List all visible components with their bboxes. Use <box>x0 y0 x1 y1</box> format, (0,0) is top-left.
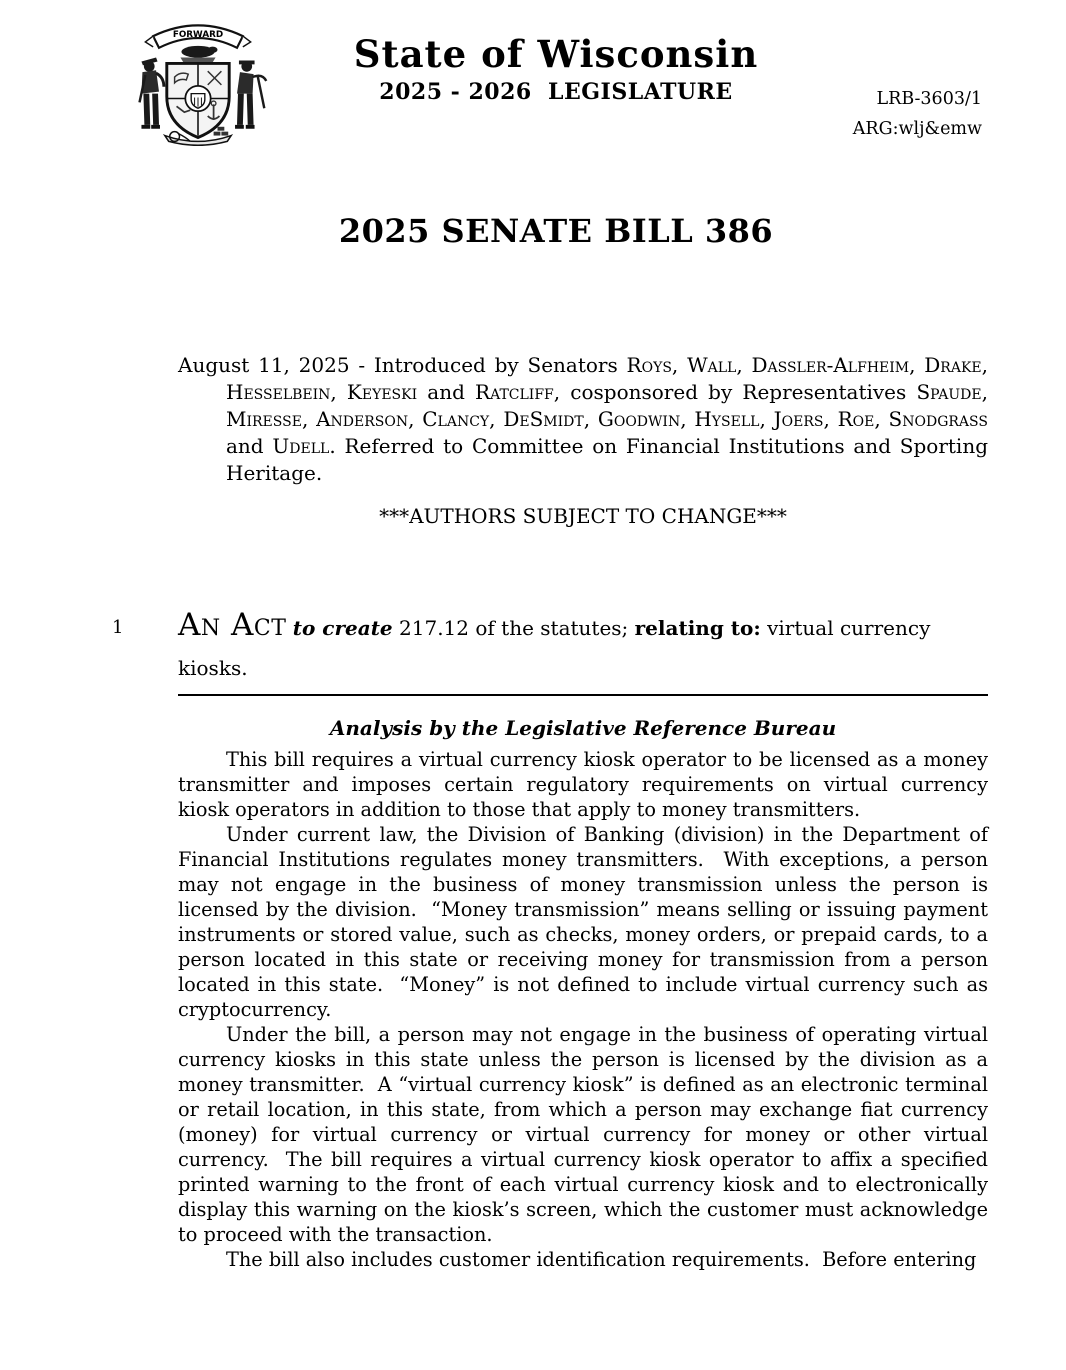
authors-notice: ***AUTHORS SUBJECT TO CHANGE*** <box>379 504 787 528</box>
state-title: State of Wisconsin <box>353 32 759 76</box>
analysis-paragraph: This bill requires a virtual currency kiosk operator to be licensed as a money transmitter and imposes certain regulatory requirements on virtual currency kiosk operators in addition to those that apply to money transmitters. <box>178 748 988 821</box>
introduction-paragraph: August 11, 2025 - Introduced by Senators Roys, Wall, Dassler-Alfheim, Drake, Hesselbein, Keyeski and Ratcliff, cosponsored by Representatives Spaude, Miresse, Anderson, Clancy, DeSmidt, Goodwin, Hysell, Joers, Roe, Snodgrass and Udell. Referred to Committee on Financial Institutions and Sporting Heritage. <box>178 353 989 485</box>
line-number: 1 <box>112 617 124 638</box>
header-right <box>853 84 982 144</box>
analysis-paragraph: Under the bill, a person may not engage in the business of operating virtual currency kiosks in this state unless the person is licensed by the division as a money transmitter. A “virtual currency kiosk” is defined as an electronic terminal or retail location, in this state, from which a person may exchange fiat currency (money) for virtual currency or virtual currency for money or other virtual currency. The bill requires a virtual currency kiosk operator to affix a specified printed warning to the front of each virtual currency kiosk and to electronically display this warning on the kiosk’s screen, which the customer must acknowledge to proceed with the transaction. <box>178 1023 988 1246</box>
analysis-paragraph: The bill also includes customer identification requirements. Before entering <box>226 1248 977 1271</box>
analysis-body <box>178 747 988 1272</box>
bill-title: 2025 SENATE BILL 386 <box>338 212 774 250</box>
act-text: An Act to create 217.12 of the statutes; relating to: virtual currency kiosks. <box>178 607 931 680</box>
lrb-number: LRB-3603/1 <box>876 89 982 109</box>
section-divider <box>178 694 988 696</box>
drafter-code: ARG:wlj&emw <box>852 119 982 139</box>
analysis-paragraph: Under current law, the Division of Banking (division) in the Department of Financial Institutions regulates money transmitters. With exceptions, a person may not engage in the business of money transmission unless the person is licensed by the division. “Money transmission” means selling or issuing payment instruments or stored value, such as checks, money orders, or prepaid cards, to a person located in this state or receiving money for transmission from a person located in this state. “Money” is not defined to include virtual currency such as cryptocurrency. <box>178 823 988 1021</box>
act-line <box>112 605 988 688</box>
analysis-heading: Analysis by the Legislative Reference Bureau <box>329 716 837 740</box>
legislature-line: 2025 - 2026 LEGISLATURE <box>379 79 733 105</box>
seal-motto: FORWARD <box>172 30 224 41</box>
